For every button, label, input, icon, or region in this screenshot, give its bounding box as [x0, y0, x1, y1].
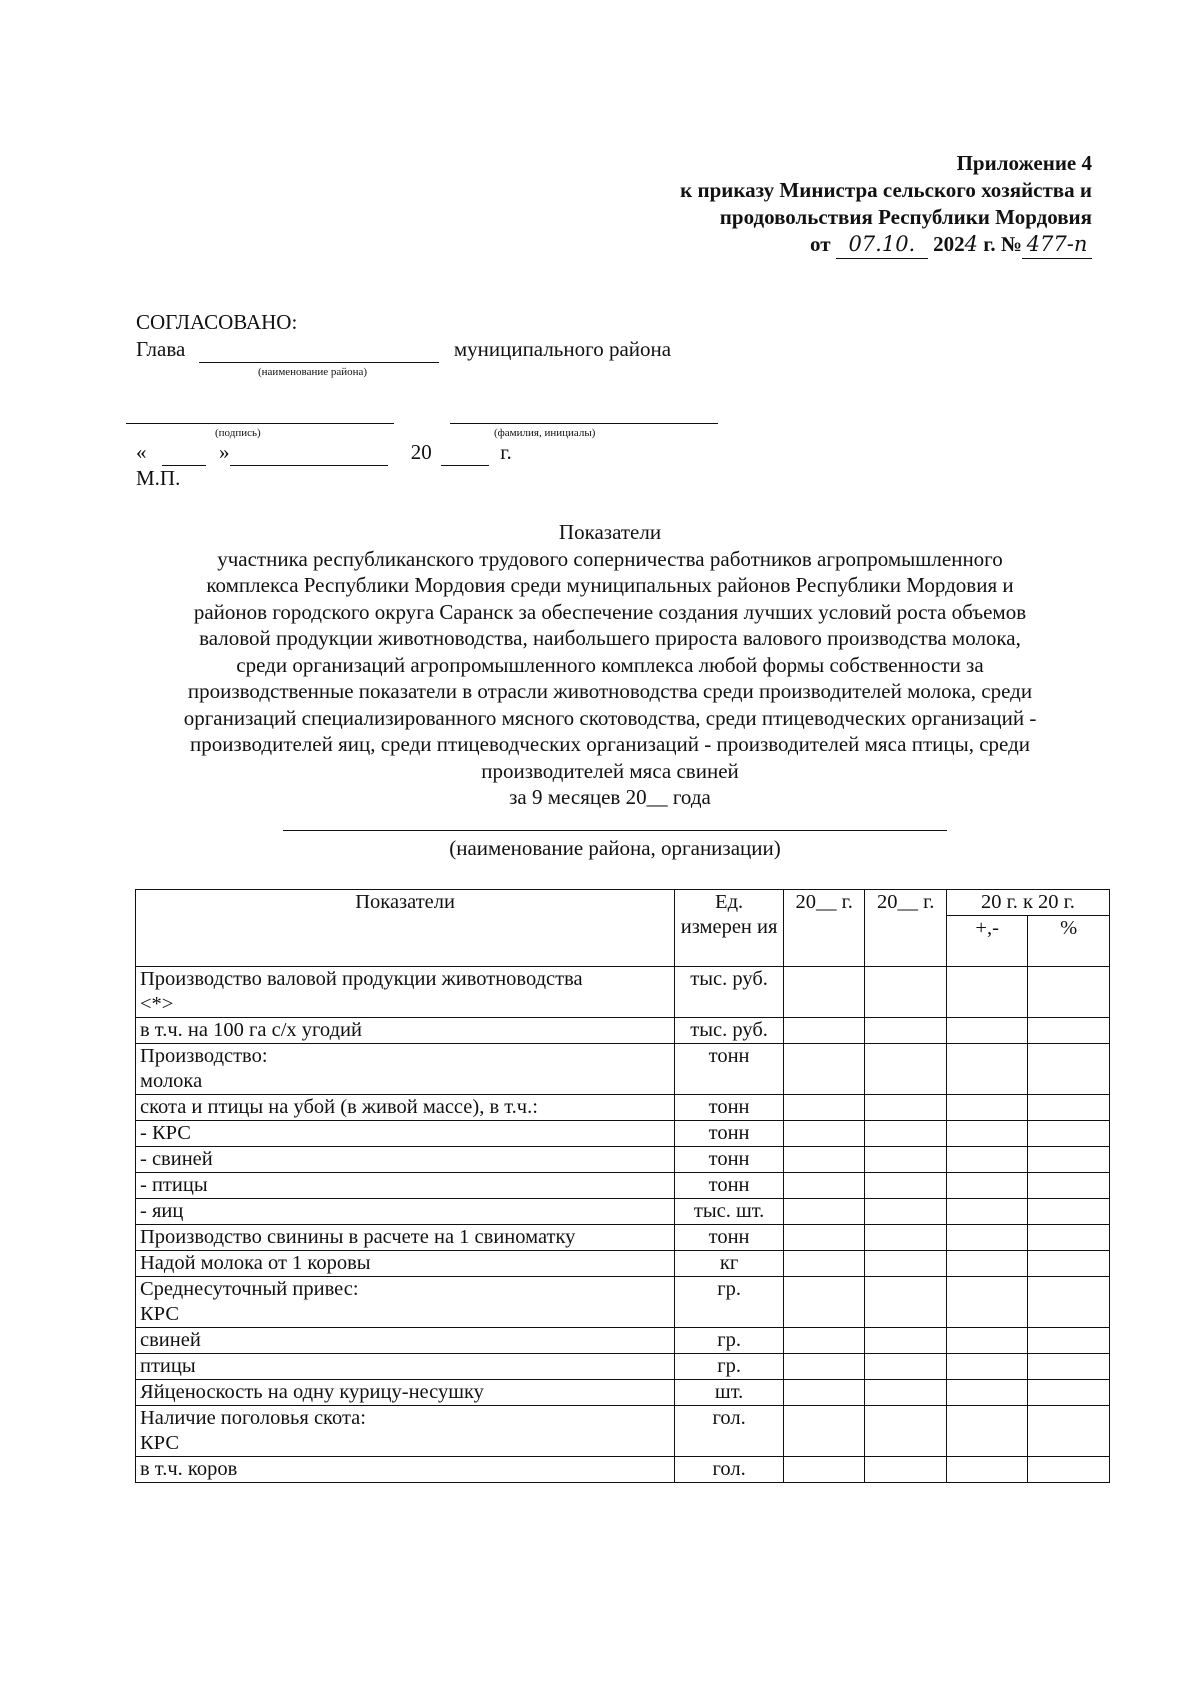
stamp-place: М.П.: [136, 466, 181, 490]
title-line: производителей мяса свиней: [481, 758, 739, 783]
percent-value-cell[interactable]: [1028, 1095, 1110, 1121]
row-indicator-label: - свиней: [140, 1148, 213, 1170]
row-unit-cell: тыс. шт.: [675, 1199, 784, 1225]
row-unit-cell: тыс. руб.: [675, 1018, 784, 1044]
year-2-value-cell[interactable]: [865, 967, 947, 1018]
appendix-date-line: [532, 231, 1092, 259]
title-period: за 9 месяцев 20__ года: [509, 785, 711, 809]
row-indicator-sublabel: КРС: [140, 1303, 179, 1325]
handwritten-order-number: 477-п: [1022, 231, 1092, 259]
row-indicator-label: - птицы: [140, 1174, 208, 1196]
row-unit-cell: тонн: [675, 1121, 784, 1147]
row-indicator-label: - яиц: [140, 1200, 184, 1222]
year-1-value-cell[interactable]: [783, 1277, 865, 1328]
row-indicator-cell: [136, 1380, 675, 1406]
row-indicator-cell: [136, 1277, 675, 1328]
row-indicator-cell: [136, 1225, 675, 1251]
signature-caption: (подпись): [215, 427, 261, 439]
row-indicator-cell: [136, 1328, 675, 1354]
row-unit-cell: тонн: [675, 1225, 784, 1251]
row-indicator-cell: [136, 967, 675, 1018]
year-1-value-cell[interactable]: [783, 1380, 865, 1406]
district-caption: (наименование района): [258, 366, 368, 378]
header-comparison: 20 г. к 20 г.: [946, 890, 1109, 916]
year-1-value-cell[interactable]: [783, 1225, 865, 1251]
row-unit-cell: тонн: [675, 1044, 784, 1095]
title-line: районов городского округа Саранск за обеспечение создания лучших условий роста объемов: [193, 599, 1027, 624]
header-year-1: 20__ г.: [783, 890, 865, 967]
year-field: [441, 440, 489, 466]
year-2-value-cell[interactable]: [865, 1095, 947, 1121]
title-line: участника республиканского трудового соперничества работников агропромышленного: [217, 546, 1003, 571]
row-indicator-cell: [136, 1018, 675, 1044]
year-1-value-cell[interactable]: [783, 1199, 865, 1225]
row-unit-cell: гол.: [675, 1457, 784, 1483]
row-indicator-label: - КРС: [140, 1122, 191, 1144]
row-indicator-label: скота и птицы на убой (в живой массе), в т.ч.:: [140, 1096, 538, 1118]
name-caption: (фамилия, инициалы): [494, 427, 596, 439]
difference-value-cell[interactable]: [946, 1199, 1028, 1225]
table-row: [136, 1380, 1110, 1406]
year-1-value-cell[interactable]: [783, 1147, 865, 1173]
year-2-value-cell[interactable]: [865, 1457, 947, 1483]
date-prefix: от: [810, 232, 831, 256]
year-2-value-cell[interactable]: [865, 1277, 947, 1328]
row-indicator-cell: [136, 1457, 675, 1483]
difference-value-cell[interactable]: [946, 1406, 1028, 1457]
title-line: комплекса Республики Мордовия среди муниципальных районов Республики Мордовия и: [206, 573, 1014, 597]
percent-value-cell[interactable]: [1028, 1406, 1110, 1457]
head-label: Глава: [136, 337, 186, 361]
row-unit-cell: гр.: [675, 1328, 784, 1354]
row-indicator-sublabel: КРС: [140, 1432, 179, 1454]
row-indicator-label: Производство валовой продукции животноводства: [140, 968, 583, 990]
table-row: [136, 1044, 1110, 1095]
approval-date-row: [136, 440, 512, 466]
year-1-value-cell[interactable]: [783, 1095, 865, 1121]
year-prefix: 202: [933, 232, 965, 256]
difference-value-cell[interactable]: [946, 1225, 1028, 1251]
row-indicator-label: Среднесуточный привес:: [140, 1278, 359, 1300]
table-row: [136, 1225, 1110, 1251]
percent-value-cell[interactable]: [1028, 967, 1110, 1018]
title-line: среди организаций агропромышленного комплекса любой формы собственности за: [236, 652, 984, 677]
title-line: производителей яиц, среди птицеводческих организаций - производителей мяса птицы, среди: [189, 732, 1031, 756]
row-unit-cell: тонн: [675, 1095, 784, 1121]
percent-value-cell[interactable]: [1028, 1251, 1110, 1277]
appendix-order-line: к приказу Министра сельского хозяйства и: [680, 178, 1092, 202]
table-row: [136, 1147, 1110, 1173]
year-2-value-cell[interactable]: [865, 1199, 947, 1225]
header-difference: +,-: [946, 916, 1028, 967]
title-block: [130, 519, 1090, 811]
row-indicator-cell: [136, 1173, 675, 1199]
year-suffix: г.: [500, 440, 512, 464]
percent-value-cell[interactable]: [1028, 1018, 1110, 1044]
year-2-value-cell[interactable]: [865, 1121, 947, 1147]
year-1-value-cell[interactable]: [783, 1044, 865, 1095]
row-indicator-cell: [136, 1147, 675, 1173]
header-percent: %: [1028, 916, 1110, 967]
table-row: [136, 1095, 1110, 1121]
difference-value-cell[interactable]: [946, 1173, 1028, 1199]
row-indicator-cell: [136, 1199, 675, 1225]
day-field: [162, 440, 206, 466]
organization-caption: (наименование района, организации): [449, 836, 781, 860]
title-line: организаций специализированного мясного скотоводства, среди птицеводческих организаций -: [183, 705, 1037, 730]
table-row: [136, 1277, 1110, 1328]
row-indicator-label: Производство:: [140, 1045, 268, 1067]
district-suffix: муниципального района: [453, 337, 672, 361]
indicators-table: [135, 889, 1110, 1483]
date-close-quote: »: [219, 440, 230, 464]
year-2-value-cell[interactable]: [865, 1018, 947, 1044]
difference-value-cell[interactable]: [946, 1095, 1028, 1121]
year-2-value-cell[interactable]: [865, 1173, 947, 1199]
header-unit: Ед. измерен ия: [675, 890, 784, 967]
difference-value-cell[interactable]: [946, 1328, 1028, 1354]
percent-value-cell[interactable]: [1028, 1121, 1110, 1147]
year-1-value-cell[interactable]: [783, 1457, 865, 1483]
difference-value-cell[interactable]: [946, 1147, 1028, 1173]
row-indicator-label: птицы: [140, 1355, 196, 1377]
year-1-value-cell[interactable]: [783, 1251, 865, 1277]
percent-value-cell[interactable]: [1028, 1199, 1110, 1225]
title-heading: Показатели: [558, 520, 662, 544]
row-indicator-cell: [136, 1406, 675, 1457]
district-name-field: [199, 337, 439, 363]
year-2-value-cell[interactable]: [865, 1251, 947, 1277]
year-2-value-cell[interactable]: [865, 1380, 947, 1406]
title-line: производственные показатели в отрасли животноводства среди производителей молока, среди: [187, 679, 1033, 703]
year-1-value-cell[interactable]: [783, 1018, 865, 1044]
percent-value-cell[interactable]: [1028, 1457, 1110, 1483]
year-2-value-cell[interactable]: [865, 1147, 947, 1173]
year-1-value-cell[interactable]: [783, 1328, 865, 1354]
signature-field: [126, 423, 394, 424]
difference-value-cell[interactable]: [946, 1018, 1028, 1044]
year-1-value-cell[interactable]: [783, 1173, 865, 1199]
table-row: [136, 1173, 1110, 1199]
number-prefix: г. №: [983, 232, 1022, 256]
appendix-title: Приложение 4: [956, 151, 1092, 175]
organization-name-field: [283, 830, 947, 831]
appendix-ministry-line: продовольствия Республики Мордовия: [719, 205, 1092, 229]
row-indicator-cell: [136, 1121, 675, 1147]
year-2-value-cell[interactable]: [865, 1406, 947, 1457]
row-indicator-label: свиней: [140, 1329, 201, 1351]
approval-title: СОГЛАСОВАНО:: [136, 310, 298, 334]
row-indicator-cell: [136, 1095, 675, 1121]
title-line: валовой продукции животноводства, наибольшего прироста валового производства молока,: [199, 626, 1021, 650]
header-indicator: Показатели: [136, 890, 675, 967]
year-2-value-cell[interactable]: [865, 1225, 947, 1251]
table-row: [136, 1251, 1110, 1277]
year-label: 20: [410, 440, 432, 464]
row-indicator-sublabel: молока: [140, 1070, 203, 1092]
date-open-quote: «: [136, 440, 147, 464]
row-indicator-label: в т.ч. коров: [140, 1458, 238, 1480]
difference-value-cell[interactable]: [946, 1380, 1028, 1406]
header-year-2: 20__ г.: [865, 890, 947, 967]
difference-value-cell[interactable]: [946, 1354, 1028, 1380]
appendix-header: [532, 150, 1092, 259]
row-indicator-label: Надой молока от 1 коровы: [140, 1252, 371, 1274]
percent-value-cell[interactable]: [1028, 1277, 1110, 1328]
row-unit-cell: тонн: [675, 1173, 784, 1199]
difference-value-cell[interactable]: [946, 1251, 1028, 1277]
year-1-value-cell[interactable]: [783, 1354, 865, 1380]
year-1-value-cell[interactable]: [783, 967, 865, 1018]
year-1-value-cell[interactable]: [783, 1121, 865, 1147]
difference-value-cell[interactable]: [946, 1121, 1028, 1147]
percent-value-cell[interactable]: [1028, 1173, 1110, 1199]
handwritten-date: 07.10.: [836, 231, 928, 259]
row-indicator-cell: [136, 1354, 675, 1380]
percent-value-cell[interactable]: [1028, 1225, 1110, 1251]
table-row: [136, 1121, 1110, 1147]
row-unit-cell: шт.: [675, 1380, 784, 1406]
table-row: [136, 1457, 1110, 1483]
percent-value-cell[interactable]: [1028, 1044, 1110, 1095]
row-unit-cell: тыс. руб.: [675, 967, 784, 1018]
year-1-value-cell[interactable]: [783, 1406, 865, 1457]
handwritten-year: 4: [964, 232, 978, 256]
full-name-field: [450, 423, 718, 424]
row-unit-cell: тонн: [675, 1147, 784, 1173]
table-row: [136, 1406, 1110, 1457]
table-header-row: [136, 890, 1110, 916]
year-2-value-cell[interactable]: [865, 1044, 947, 1095]
row-indicator-label: Наличие поголовья скота:: [140, 1407, 366, 1429]
table-row: [136, 1328, 1110, 1354]
difference-value-cell[interactable]: [946, 1457, 1028, 1483]
percent-value-cell[interactable]: [1028, 1328, 1110, 1354]
difference-value-cell[interactable]: [946, 967, 1028, 1018]
year-2-value-cell[interactable]: [865, 1354, 947, 1380]
row-unit-cell: кг: [675, 1251, 784, 1277]
row-indicator-cell: [136, 1044, 675, 1095]
row-unit-cell: гол.: [675, 1406, 784, 1457]
percent-value-cell[interactable]: [1028, 1354, 1110, 1380]
percent-value-cell[interactable]: [1028, 1147, 1110, 1173]
table-row: [136, 967, 1110, 1018]
difference-value-cell[interactable]: [946, 1044, 1028, 1095]
month-field: [230, 440, 388, 466]
table-row: [136, 1199, 1110, 1225]
row-indicator-label: в т.ч. на 100 га с/х угодий: [140, 1019, 362, 1041]
difference-value-cell[interactable]: [946, 1277, 1028, 1328]
head-line: [136, 337, 671, 363]
row-indicator-label: Производство свинины в расчете на 1 свиноматку: [140, 1226, 576, 1248]
row-indicator-cell: [136, 1251, 675, 1277]
row-indicator-label: Яйценоскость на одну курицу-несушку: [140, 1381, 484, 1403]
row-unit-cell: гр.: [675, 1354, 784, 1380]
table-row: [136, 1354, 1110, 1380]
percent-value-cell[interactable]: [1028, 1380, 1110, 1406]
row-unit-cell: гр.: [675, 1277, 784, 1328]
table-row: [136, 1018, 1110, 1044]
year-2-value-cell[interactable]: [865, 1328, 947, 1354]
row-indicator-sublabel: <*>: [140, 993, 174, 1015]
